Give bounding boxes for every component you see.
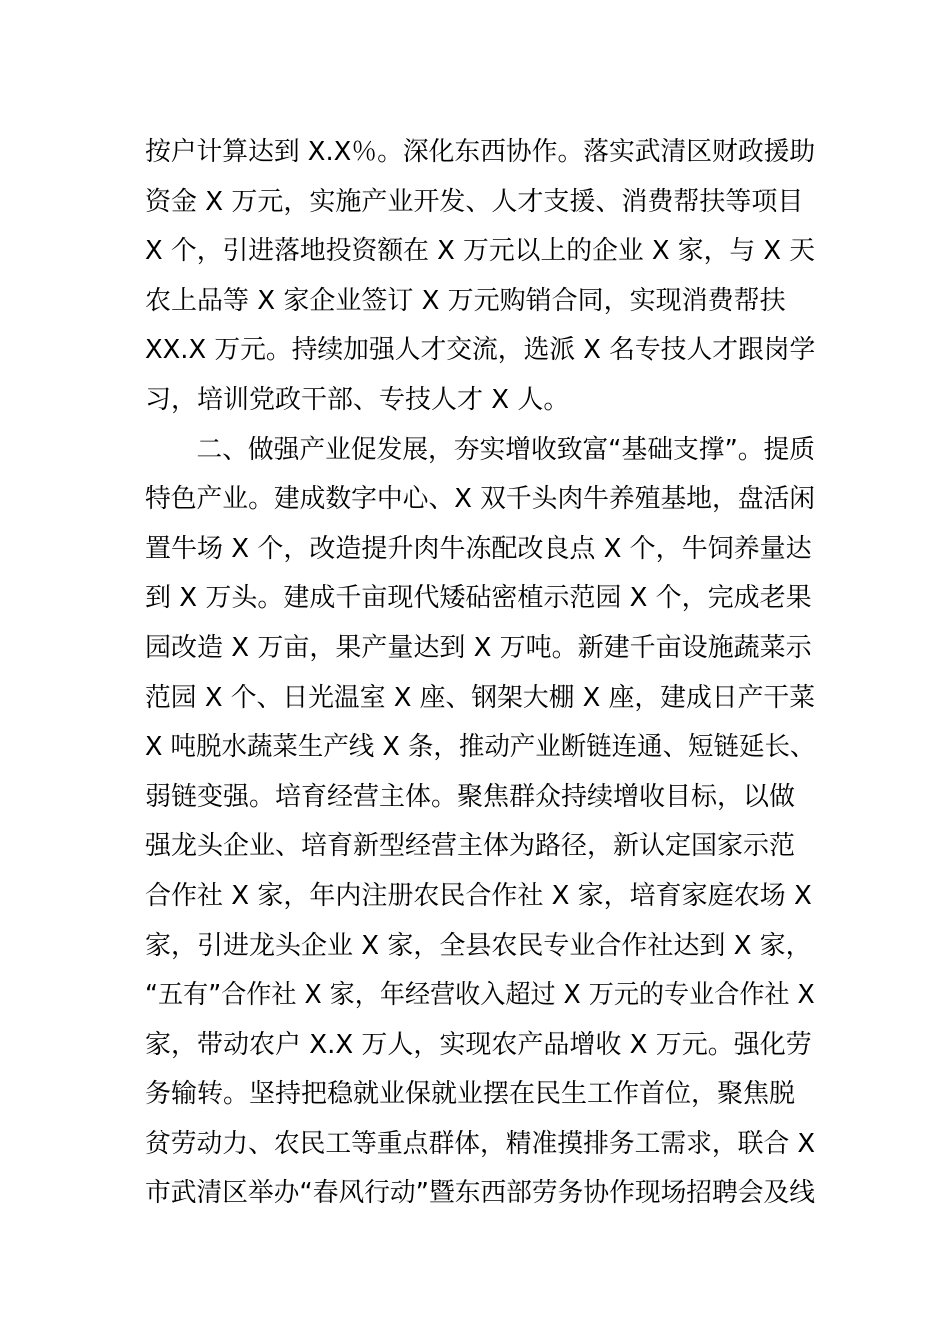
- text-line: 范园 X 个、日光温室 X 座、钢架大棚 X 座，建成日产干菜: [145, 682, 816, 713]
- text-line: 家，带动农户 X.X 万人，实现农产品增收 X 万元。强化劳: [145, 1029, 812, 1060]
- text-line: 按户计算达到 X.X％。深化东西协作。落实武清区财政援助: [145, 137, 816, 167]
- text-line: 资金 X 万元，实施产业开发、人才支援、消费帮扶等项目: [145, 186, 804, 217]
- text-line: 强龙头企业、培育新型经营主体为路径，新认定国家示范: [145, 831, 796, 862]
- text-line: 园改造 X 万亩，果产量达到 X 万吨。新建千亩设施蔬菜示: [145, 632, 812, 663]
- text-line: 到 X 万头。建成千亩现代矮砧密植示范园 X 个，完成老果: [145, 583, 812, 614]
- text-line: 特色产业。建成数字中心、X 双千头肉牛养殖基地，盘活闲: [145, 484, 816, 515]
- text-line: X 个，引进落地投资额在 X 万元以上的企业 X 家，与 X 天: [145, 236, 816, 267]
- text-line: 弱链变强。培育经营主体。聚焦群众持续增收目标，以做: [145, 781, 796, 812]
- text-line: 贫劳动力、农民工等重点群体，精准摸排务工需求，联合 X: [145, 1128, 816, 1159]
- text-line: X 吨脱水蔬菜生产线 X 条，推动产业断链连通、短链延长、: [145, 732, 816, 763]
- text-line: 置牛场 X 个，改造提升肉牛冻配改良点 X 个，牛饲养量达: [145, 533, 812, 564]
- section-heading-line: 二、做强产业促发展，夯实增收致富“基础支撑”。提质: [196, 434, 815, 465]
- text-line: 家，引进龙头企业 X 家，全县农民专业合作社达到 X 家，: [145, 930, 812, 961]
- text-line: 务输转。坚持把稳就业保就业摆在民生工作首位，聚焦脱: [145, 1079, 796, 1110]
- text-line: 农上品等 X 家企业签订 X 万元购销合同，实现消费帮扶: [145, 285, 786, 316]
- text-line: 习，培训党政干部、专技人才 X 人。: [145, 384, 570, 415]
- text-line: 市武清区举办“春风行动”暨东西部劳务协作现场招聘会及线: [145, 1178, 815, 1209]
- body-text: [145, 128, 815, 1219]
- text-line: 合作社 X 家，年内注册农民合作社 X 家，培育家庭农场 X: [145, 880, 812, 911]
- text-line: “五有”合作社 X 家，年经营收入超过 X 万元的专业合作社 X: [145, 980, 815, 1011]
- text-line: XX.X 万元。持续加强人才交流，选派 X 名专技人才跟岗学: [145, 335, 816, 366]
